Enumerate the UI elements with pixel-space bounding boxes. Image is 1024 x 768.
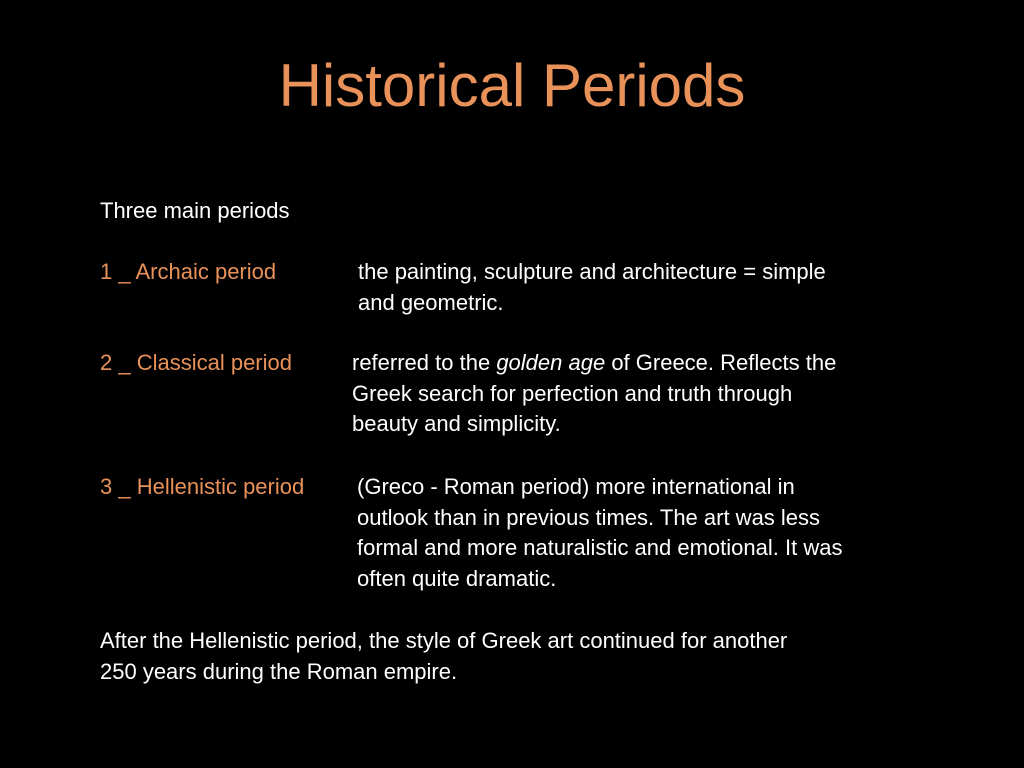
period-description-classical bbox=[352, 348, 836, 440]
description-line: the painting, sculpture and architecture = simple bbox=[358, 259, 826, 284]
period-label-hellenistic: 3 _ Hellenistic period bbox=[100, 474, 305, 499]
period-description-archaic bbox=[358, 257, 826, 318]
period-description-hellenistic bbox=[357, 472, 842, 594]
closing-line: 250 years during the Roman empire. bbox=[100, 659, 458, 684]
period-label-archaic: 1 _ Archaic period bbox=[100, 259, 277, 284]
closing-line: After the Hellenistic period, the style of Greek art continued for another bbox=[100, 628, 788, 653]
description-line: formal and more naturalistic and emotional. It was bbox=[357, 535, 843, 560]
description-line: outlook than in previous times. The art was less bbox=[357, 504, 821, 530]
description-line: often quite dramatic. bbox=[357, 565, 557, 591]
closing-text bbox=[100, 625, 787, 687]
slide-title: Historical Periods bbox=[278, 52, 746, 119]
description-line: Greek search for perfection and truth through bbox=[352, 380, 793, 406]
intro-text: Three main periods bbox=[100, 198, 290, 223]
description-text: of Greece. Reflects the bbox=[605, 350, 837, 375]
description-line: (Greco - Roman period) more international in bbox=[357, 474, 795, 499]
description-line: beauty and simplicity. bbox=[352, 411, 561, 436]
description-line: and geometric. bbox=[358, 289, 504, 315]
golden-age-emphasis: golden age bbox=[496, 350, 606, 375]
description-line bbox=[352, 348, 836, 379]
description-text: referred to the bbox=[352, 350, 497, 375]
period-label-classical: 2 _ Classical period bbox=[100, 350, 292, 375]
